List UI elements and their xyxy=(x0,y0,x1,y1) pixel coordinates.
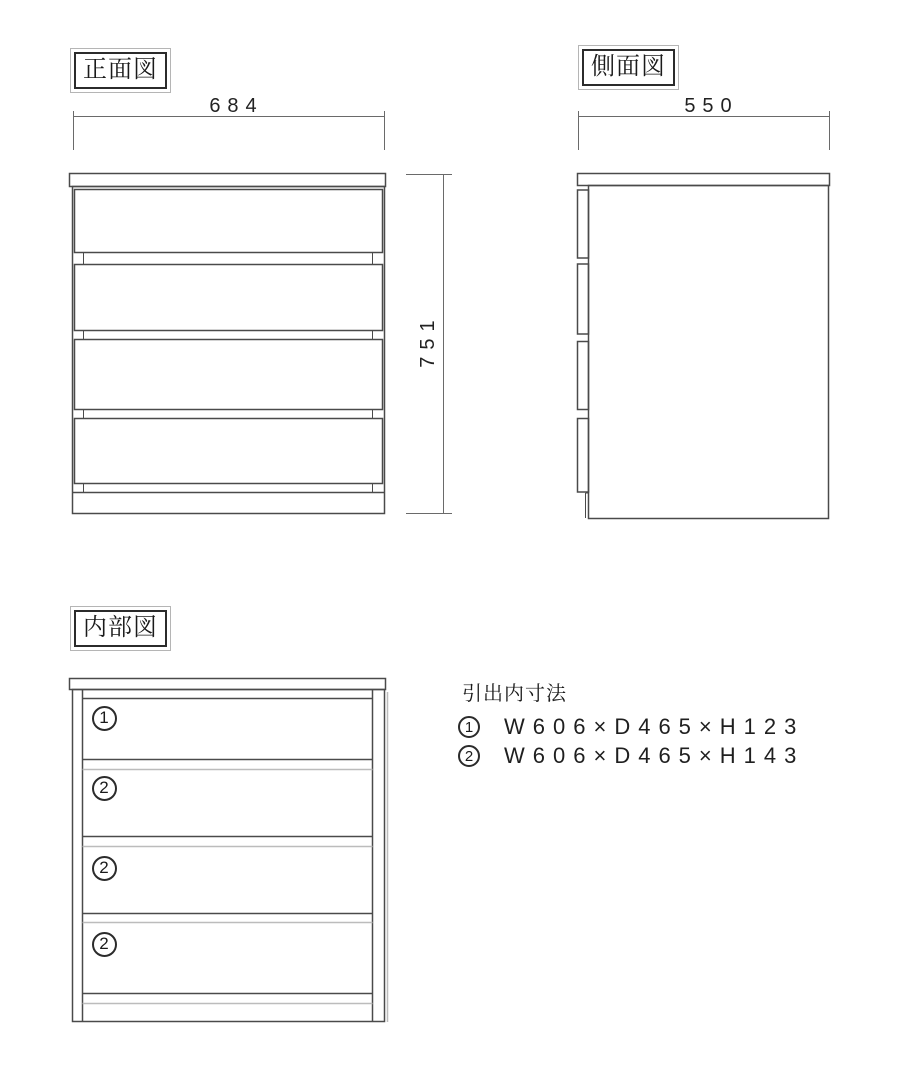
interior-compartment-1-circled-number: 1 xyxy=(92,706,117,731)
front-gap-ticks xyxy=(84,253,373,493)
side-view-label-box xyxy=(578,45,679,90)
interior-view-label-box xyxy=(70,606,171,651)
side-body xyxy=(589,186,829,519)
spec-item-2-size: W606×D465×H143 xyxy=(504,743,805,768)
spec-heading: 引出内寸法 xyxy=(462,683,567,705)
interior-compartment-3-circled-number: 2 xyxy=(92,856,117,881)
interior-shadow-lines xyxy=(83,692,388,1022)
front-drawer-3 xyxy=(75,340,383,410)
side-depth-dimension-value: 550 xyxy=(684,95,739,117)
front-top-panel xyxy=(70,174,386,187)
side-view-label: 側面図 xyxy=(582,49,675,86)
front-drawer-4 xyxy=(75,419,383,484)
front-body xyxy=(73,187,385,514)
spec-item-1-circled-number: 1 xyxy=(458,716,480,738)
front-view-label-box xyxy=(70,48,171,93)
interior-view-label: 内部図 xyxy=(74,610,167,647)
spec-item-2 xyxy=(458,743,804,769)
interior-body xyxy=(73,690,385,1022)
front-view-drawing xyxy=(70,111,453,514)
side-top-panel xyxy=(578,174,830,186)
interior-compartment-4-circled-number: 2 xyxy=(92,932,117,957)
spec-item-2-circled-number: 2 xyxy=(458,745,480,767)
spec-item-1 xyxy=(458,714,804,740)
front-drawer-2 xyxy=(75,265,383,331)
spec-item-1-size: W606×D465×H123 xyxy=(504,714,805,739)
front-drawer-1 xyxy=(75,190,383,253)
interior-view-drawing xyxy=(70,679,388,1023)
side-drawer-edge-1 xyxy=(578,190,589,258)
interior-top-panel xyxy=(70,679,386,690)
side-drawer-edge-4 xyxy=(578,419,589,493)
front-height-dimension-value: 751 xyxy=(417,313,439,368)
side-drawer-edge-3 xyxy=(578,342,589,410)
side-view-drawing xyxy=(578,111,831,519)
front-view-label: 正面図 xyxy=(74,52,167,89)
interior-compartment-2-circled-number: 2 xyxy=(92,776,117,801)
side-drawer-edge-2 xyxy=(578,264,589,334)
front-width-dimension-value: 684 xyxy=(209,95,264,117)
